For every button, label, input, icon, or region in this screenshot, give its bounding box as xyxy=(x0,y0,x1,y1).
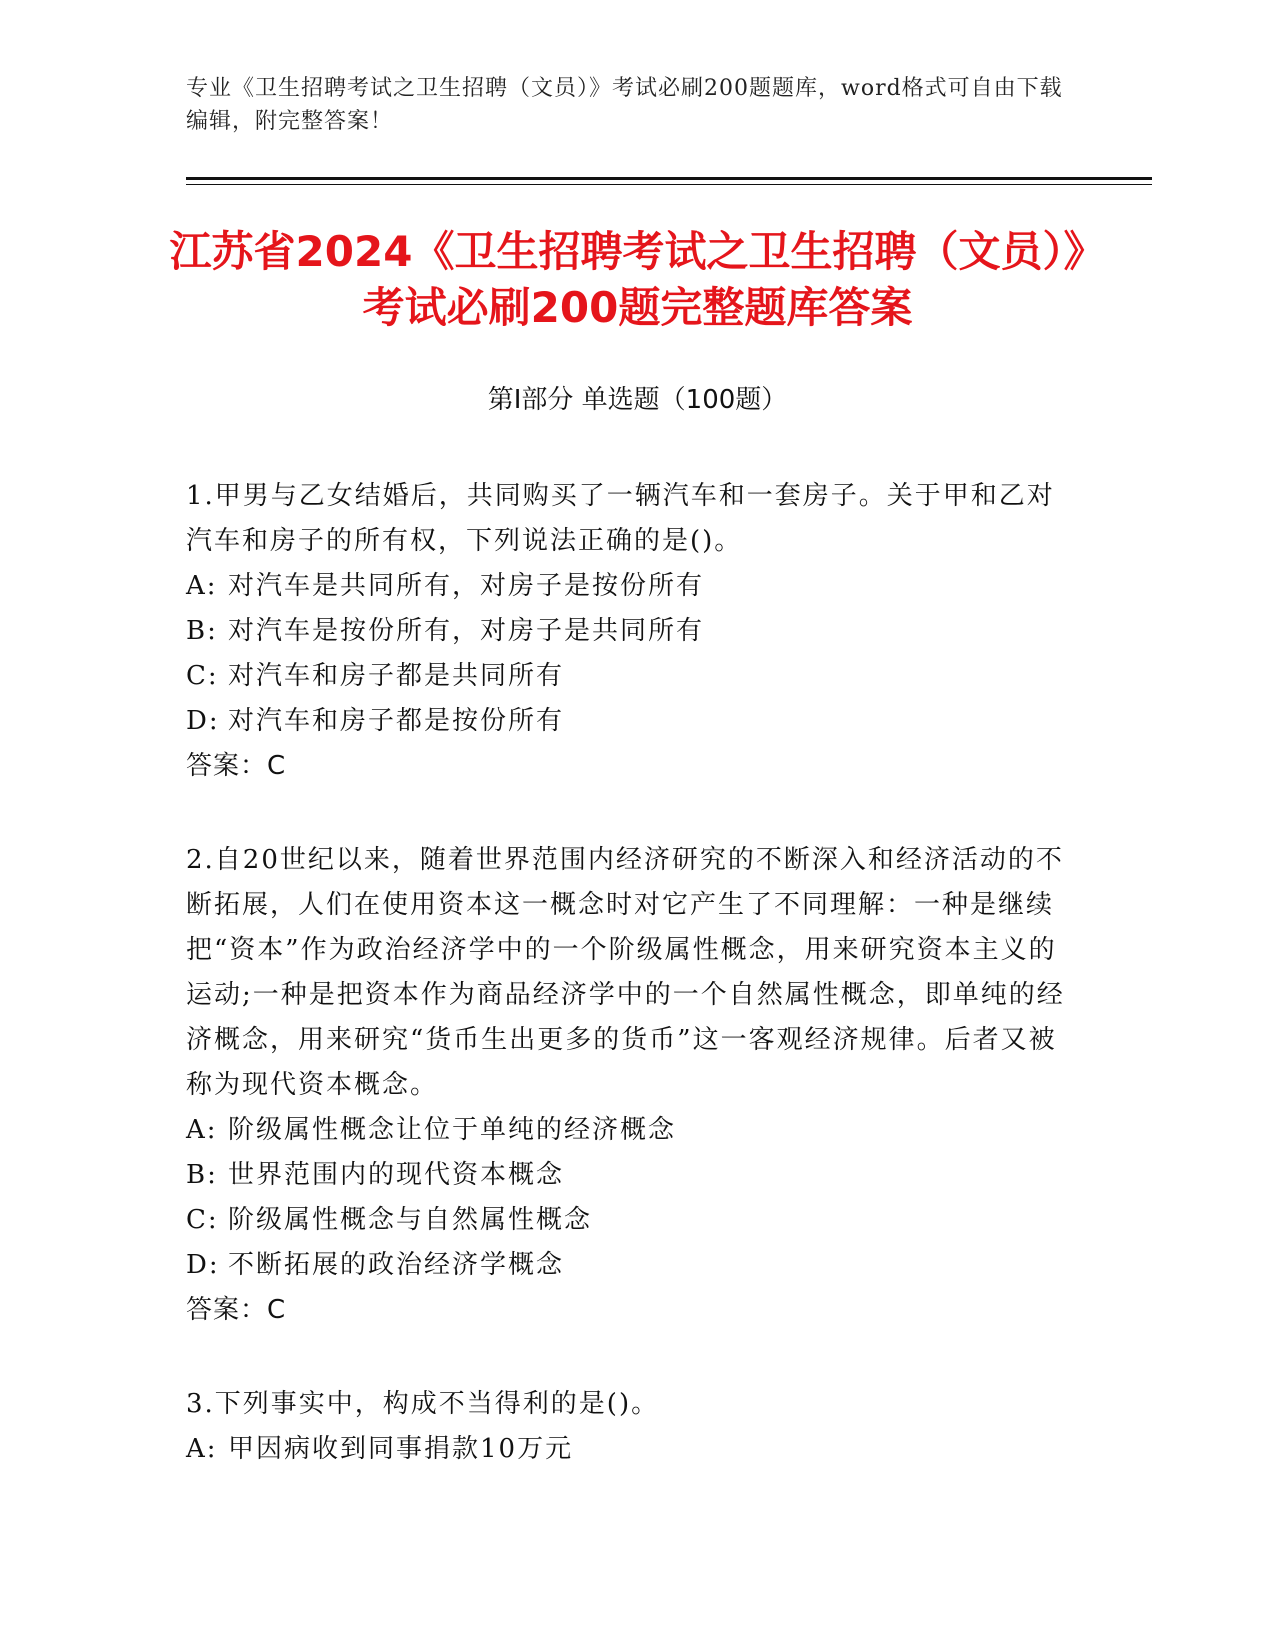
option-text: 对汽车和房子都是共同所有 xyxy=(228,661,565,691)
option-letter: C: xyxy=(186,1205,219,1235)
option-text: 甲因病收到同事捐款10万元 xyxy=(228,1434,574,1464)
option-letter: D: xyxy=(186,1250,220,1280)
option-list xyxy=(186,564,1076,744)
option-letter: C: xyxy=(186,661,219,691)
option-letter: A: xyxy=(186,571,218,601)
option-text: 对汽车和房子都是按份所有 xyxy=(228,706,565,736)
section-title: 第Ⅰ部分 单选题（100题） xyxy=(487,385,788,415)
question-list xyxy=(186,474,1076,1521)
option-c xyxy=(186,1198,1076,1243)
option-text: 阶级属性概念与自然属性概念 xyxy=(228,1205,593,1235)
question-text: 3.下列事实中，构成不当得利的是()。 xyxy=(186,1389,660,1419)
question-text: 2.自20世纪以来，随着世界范围内经济研究的不断深入和经济活动的不断拓展，人们在使用资本这一概念时对它产生了不同理解：一种是继续把“资本”作为政治经济学中的一个阶级属性概念，用来研究资本主义的运动;一种是把资本作为商品经济学中的一个自然属性概念，即单纯的经济概念，用来研究“货币生出更多的货币”这一客观经济规律。后者又被称为现代资本概念。 xyxy=(186,845,1065,1100)
question-1 xyxy=(186,474,1076,789)
option-text: 不断拓展的政治经济学概念 xyxy=(228,1250,565,1280)
option-d xyxy=(186,1243,1076,1288)
option-list xyxy=(186,1427,1076,1472)
question-text: 1.甲男与乙女结婚后，共同购买了一辆汽车和一套房子。关于甲和乙对汽车和房子的所有权，下列说法正确的是()。 xyxy=(186,481,1055,556)
question-2 xyxy=(186,838,1076,1333)
option-d xyxy=(186,699,1076,744)
answer-line: 答案：C xyxy=(186,751,287,781)
question-3 xyxy=(186,1382,1076,1472)
option-text: 对汽车是按份所有，对房子是共同所有 xyxy=(228,616,705,646)
answer-line: 答案：C xyxy=(186,1295,287,1325)
option-text: 阶级属性概念让位于单纯的经济概念 xyxy=(228,1115,677,1145)
option-letter: A: xyxy=(186,1434,218,1464)
option-b xyxy=(186,1153,1076,1198)
header-divider-thick xyxy=(186,177,1152,180)
option-text: 世界范围内的现代资本概念 xyxy=(228,1160,565,1190)
document-title: 江苏省2024《卫生招聘考试之卫生招聘（文员）》考试必刷200题完整题库答案 xyxy=(169,227,1106,332)
option-letter: A: xyxy=(186,1115,218,1145)
option-c xyxy=(186,654,1076,699)
option-letter: B: xyxy=(186,1160,218,1190)
option-a xyxy=(186,1427,1076,1472)
option-list xyxy=(186,1108,1076,1288)
option-letter: D: xyxy=(186,706,220,736)
option-a xyxy=(186,564,1076,609)
header-divider-thin xyxy=(186,184,1152,185)
option-a xyxy=(186,1108,1076,1153)
option-letter: B: xyxy=(186,616,218,646)
header-note: 专业《卫生招聘考试之卫生招聘（文员）》考试必刷200题题库，word格式可自由下载编辑，附完整答案！ xyxy=(186,76,1063,134)
option-b xyxy=(186,609,1076,654)
option-text: 对汽车是共同所有，对房子是按份所有 xyxy=(228,571,705,601)
